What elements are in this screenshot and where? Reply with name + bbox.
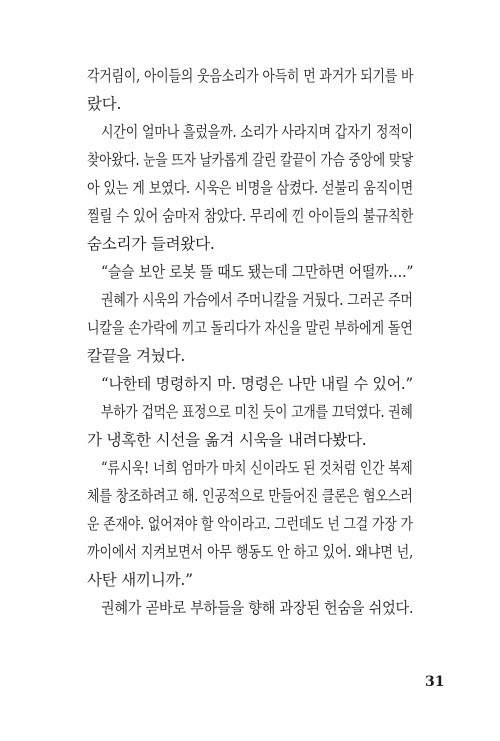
text-line: 가 냉혹한 시선을 옮겨 시욱을 내려다봤다. — [87, 431, 367, 449]
page-number: 31 — [425, 674, 445, 690]
text-line: 아 있는 게 보였다. 시욱은 비명을 삼켰다. 섣불리 움직이면 — [87, 179, 414, 197]
text-line: 시간이 얼마나 흘렀을까. 소리가 사라지며 갑자기 정적이 — [101, 123, 413, 141]
text-line: 각거림이, 아이들의 웃음소리가 아득히 먼 과거가 되기를 바 — [87, 67, 414, 85]
text-line: 체를 창조하려고 해. 인공적으로 만들어진 클론은 혐오스러 — [87, 487, 413, 505]
text-line: “슬슬 보안 로봇 뜰 때도 됐는데 그만하면 어떨까….” — [101, 263, 414, 281]
text-line: 부하가 겁먹은 표정으로 미친 듯이 고개를 끄덕였다. 권혜 — [101, 403, 413, 421]
text-line: 권혜가 시욱의 가슴에서 주머니칼을 거뒀다. 그러곤 주머 — [101, 291, 413, 309]
text-line: 찾아왔다. 눈을 뜨자 날카롭게 갈린 칼끝이 가슴 중앙에 맞닿 — [87, 151, 414, 169]
text-line: 랐다. — [87, 95, 122, 113]
text-line: “나한테 명령하지 마. 명령은 나만 내릴 수 있어.” — [101, 375, 413, 393]
text-line: “류시욱! 너희 엄마가 마치 신이라도 된 것처럼 인간 복제 — [101, 459, 413, 477]
text-line: 권혜가 곧바로 부하들을 향해 과장된 헌숨을 쉬었다. — [101, 599, 414, 617]
text-line: 칼끝을 겨눴다. — [87, 347, 186, 365]
text-line: 사탄 새끼니까.” — [87, 571, 193, 589]
text-line: 숨소리가 들려왔다. — [87, 235, 215, 253]
text-line: 운 존재야. 없어져야 할 악이라고. 그런데도 넌 그걸 가장 가 — [87, 515, 413, 533]
text-line: 찔릴 수 있어 숨마저 참았다. 무리에 낀 아이들의 불규칙한 — [87, 207, 414, 225]
text-line: 까이에서 지켜보면서 아무 행동도 안 하고 있어. 왜냐면 넌, — [87, 543, 414, 561]
text-line: 니칼을 손가락에 끼고 돌리다가 자신을 말린 부하에게 돌연 — [87, 319, 413, 337]
